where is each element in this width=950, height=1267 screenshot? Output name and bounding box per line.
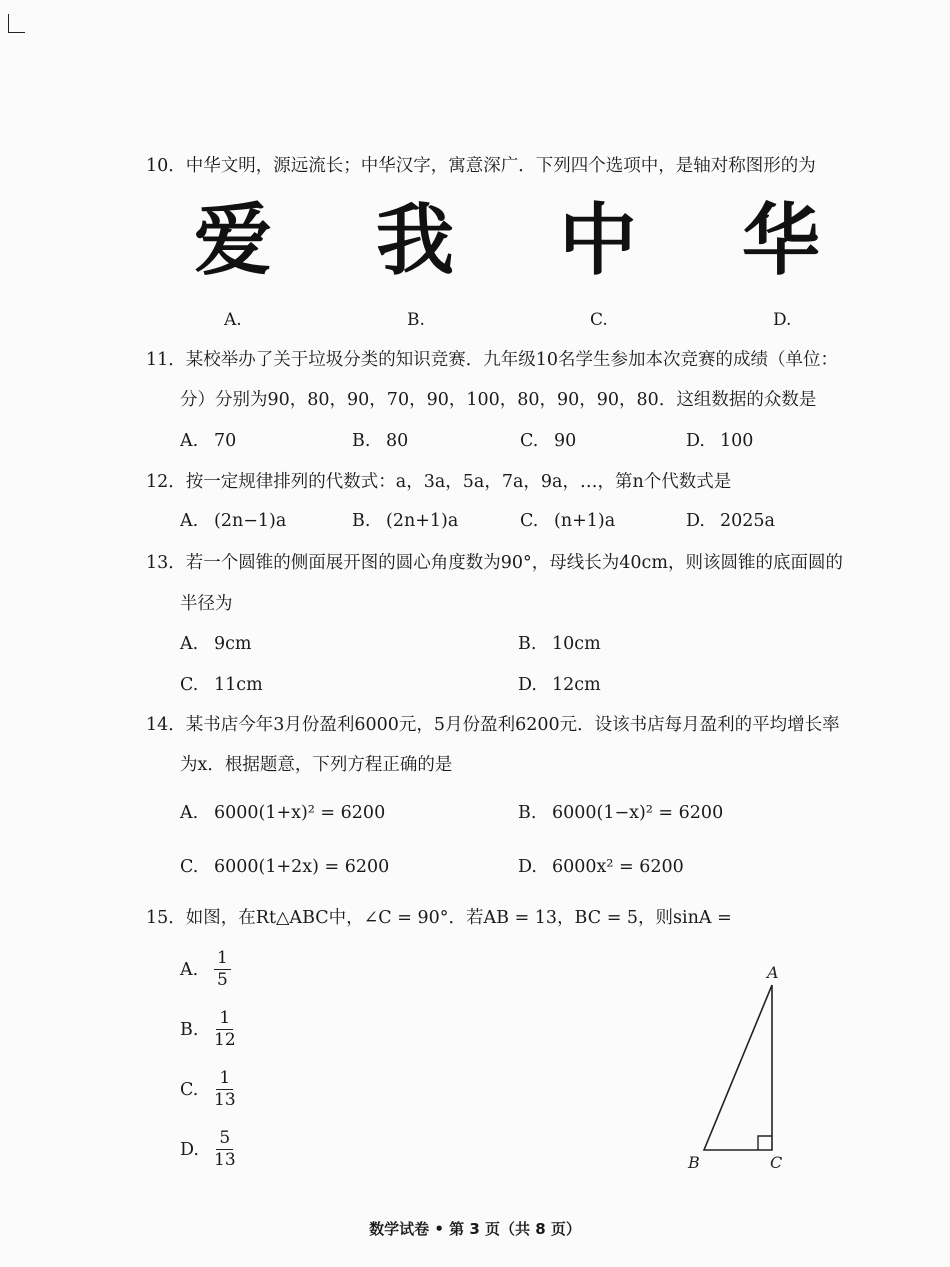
triangle-figure — [670, 955, 810, 1180]
q13-option-b: B. 10cm — [518, 634, 601, 654]
q15-option-d: D. $\frac{5}{13}$ — [180, 1128, 236, 1170]
q14-option-c: C. 6000(1+2x) = 6200 — [180, 857, 390, 877]
vertex-label-a: A — [767, 963, 779, 982]
q15-option-a: A. $\frac{1}{5}$ — [180, 948, 231, 991]
q11-option-a: A. 70 — [180, 431, 237, 451]
q13-line1: 13．若一个圆锥的侧面展开图的圆心角度数为90°，母线长为40cm，则该圆锥的底面圆的 — [146, 553, 843, 573]
q10-option-a: A. — [224, 310, 242, 330]
q10-glyph-c: 中 — [558, 196, 637, 286]
q15-text: 15．如图，在Rt△ABC中，∠C = 90°．若AB = 13，BC = 5，则sinA = — [146, 908, 732, 928]
vertex-label-c: C — [770, 1153, 783, 1172]
q11-line2: 分）分别为90，80，90，70，90，100，80，90，90，80．这组数据的众数是 — [180, 390, 817, 410]
q12-option-c: C. (n+1)a — [520, 511, 616, 531]
q15-option-c: C. $\frac{1}{13}$ — [180, 1068, 236, 1110]
q13-line2: 半径为 — [180, 594, 233, 614]
q12-option-d: D. 2025a — [686, 511, 775, 531]
q12-option-b: B. (2n+1)a — [352, 511, 459, 531]
q10-glyph-d: 华 — [741, 196, 820, 286]
fraction: $\frac{1}{12}$ — [214, 1008, 236, 1050]
q15-option-b: B. $\frac{1}{12}$ — [180, 1008, 236, 1050]
q10-option-d: D. — [773, 310, 792, 330]
q12-text: 12．按一定规律排列的代数式：a，3a，5a，7a，9a，…，第n个代数式是 — [146, 472, 732, 492]
q14-option-a: A. 6000(1+x)² = 6200 — [180, 803, 386, 823]
q14-line1: 14．某书店今年3月份盈利6000元，5月份盈利6200元．设该书店每月盈利的平均增长率 — [146, 715, 840, 735]
right-angle-mark — [758, 1136, 772, 1150]
triangle-abc — [704, 985, 772, 1150]
crop-mark — [8, 14, 25, 33]
q13-option-a: A. 9cm — [180, 634, 252, 654]
q13-option-d: D. 12cm — [518, 675, 601, 695]
q10-glyph-b: 我 — [375, 196, 454, 286]
fraction: $\frac{1}{13}$ — [214, 1068, 236, 1110]
q13-option-c: C. 11cm — [180, 675, 263, 695]
page-footer: 数学试卷 • 第 3 页（共 8 页） — [369, 1220, 581, 1238]
q10-option-b: B. — [407, 310, 425, 330]
fraction: $\frac{1}{5}$ — [214, 948, 231, 991]
fraction: $\frac{5}{13}$ — [214, 1128, 236, 1170]
q14-line2: 为x．根据题意，下列方程正确的是 — [180, 755, 453, 775]
q11-option-b: B. 80 — [352, 431, 409, 451]
vertex-label-b: B — [688, 1153, 700, 1172]
q10-option-c: C. — [590, 310, 608, 330]
q11-line1: 11．某校举办了关于垃圾分类的知识竞赛．九年级10名学生参加本次竞赛的成绩（单位： — [146, 350, 839, 370]
q11-option-c: C. 90 — [520, 431, 577, 451]
q14-option-d: D. 6000x² = 6200 — [518, 857, 684, 877]
q12-option-a: A. (2n−1)a — [180, 511, 287, 531]
q11-option-d: D. 100 — [686, 431, 754, 451]
q10-glyph-a: 爱 — [193, 196, 272, 286]
q14-option-b: B. 6000(1−x)² = 6200 — [518, 803, 724, 823]
q10-text: 10．中华文明，源远流长；中华汉字，寓意深广．下列四个选项中，是轴对称图形的为 — [146, 156, 816, 176]
